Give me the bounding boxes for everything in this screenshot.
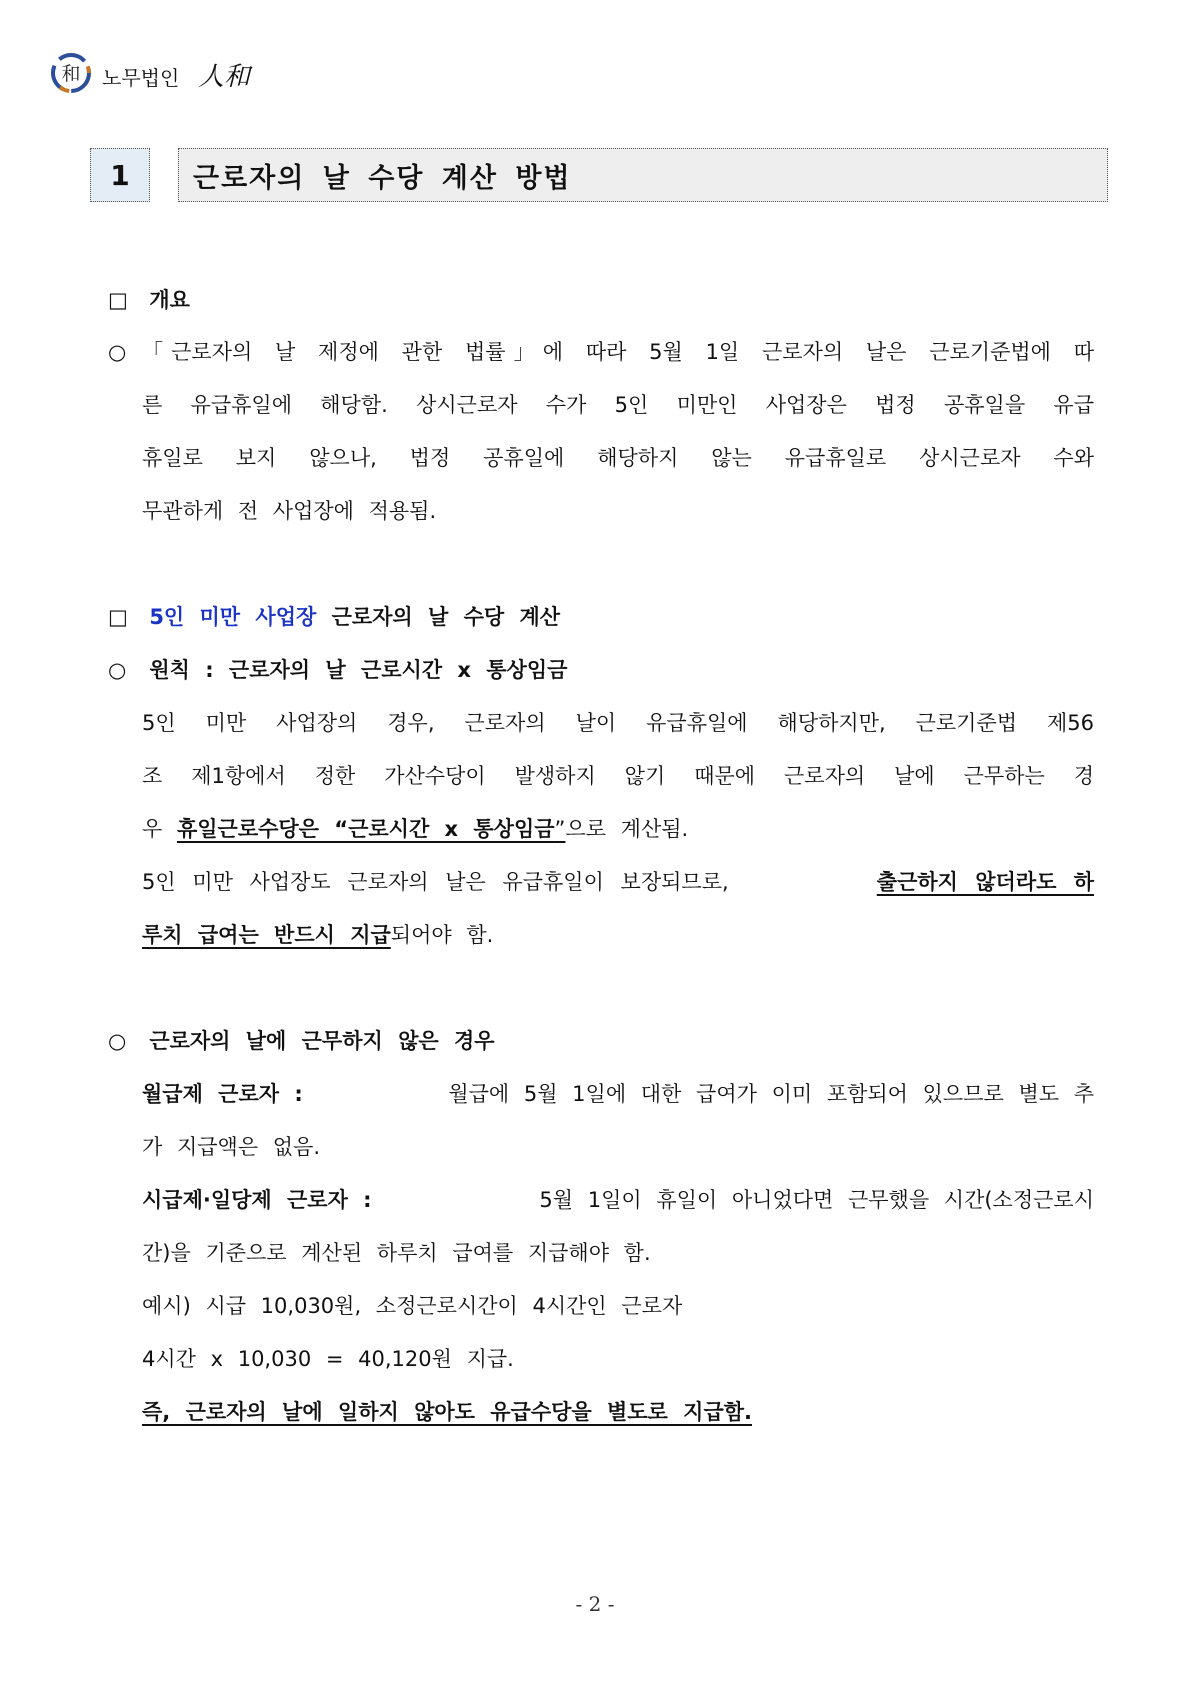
firm-logo [50, 52, 350, 98]
closing-quote: ” [554, 817, 566, 841]
under5-highlight: 5인 미만 사업장 [149, 605, 317, 629]
overview-heading [108, 286, 190, 314]
hourly-label: 시급제·일당제 근로자 : [142, 1188, 372, 1212]
principle-text: 원칙 : 근로자의 날 근로시간 x 통상임금 [149, 658, 568, 682]
hourly-line-2: 간)을 기준으로 계산된 하루치 급여를 지급해야 함. [142, 1241, 651, 1265]
text-span: 으로 계산됨. [565, 817, 689, 841]
overview-heading-text: 개요 [149, 288, 190, 312]
not-working-heading-text: 근로자의 날에 근무하지 않은 경우 [149, 1029, 495, 1053]
text-span: 우 [142, 817, 177, 841]
firm-type: 노무법인 [102, 66, 180, 90]
square-marker: □ [108, 288, 128, 312]
bold-underlined-text: 출근하지 않더라도 하 [876, 870, 1094, 894]
overview-line-2: 른 유급휴일에 해당함. 상시근로자 수가 5인 미만인 사업장은 법정 공휴일을 유급 [142, 393, 1094, 417]
square-marker: □ [108, 605, 128, 629]
principle-line [108, 656, 567, 684]
firm-name: 人和 [198, 62, 251, 92]
monthly-line-2: 가 지급액은 없음. [142, 1135, 321, 1159]
hourly-line-1 [142, 1186, 1094, 1214]
section-title: 근로자의 날 수당 계산 방법 [178, 148, 1108, 202]
text-span: 월급에 5월 1일에 대한 급여가 이미 포함되어 있으므로 별도 추 [448, 1082, 1094, 1106]
circle-marker: ○ [108, 340, 127, 364]
under5-heading [108, 603, 560, 631]
overview-line-1: 「근로자의 날 제정에 관한 법률」에 따라 5월 1일 근로자의 날은 근로기준법에 따 [142, 340, 1094, 364]
example-line-1: 예시) 시급 10,030원, 소정근로시간이 4시간인 근로자 [142, 1294, 683, 1318]
monthly-line-1 [142, 1080, 1094, 1108]
overview-line-3: 휴일로 보지 않으나, 법정 공휴일에 해당하지 않는 유급휴일로 상시근로자 수와 [142, 446, 1094, 470]
bold-underlined-text: 휴일근로수당은 “근로시간 x 통상임금 [176, 817, 555, 841]
logo-char: 和 [61, 63, 81, 85]
bold-underlined-text: 루치 급여는 반드시 지급 [142, 923, 391, 947]
circle-marker: ○ [108, 1029, 127, 1053]
text-span: 5월 1일이 휴일이 아니었다면 근무했을 시간(소정근로시 [539, 1188, 1094, 1212]
conclusion-line: 즉, 근로자의 날에 일하지 않아도 유급수당을 별도로 지급함. [142, 1400, 752, 1424]
page-number: - 2 - [575, 1592, 615, 1616]
overview-line-4: 무관하게 전 사업장에 적용됨. [142, 499, 437, 523]
section-number: 1 [90, 148, 150, 202]
under5-heading-rest: 근로자의 날 수당 계산 [316, 605, 561, 629]
under5-p1-line-2: 조 제1항에서 정한 가산수당이 발생하지 않기 때문에 근로자의 날에 근무하는 경 [142, 764, 1094, 788]
under5-p1-line-1: 5인 미만 사업장의 경우, 근로자의 날이 유급휴일에 해당하지만, 근로기준법 제56 [142, 711, 1094, 735]
circle-marker: ○ [108, 658, 127, 682]
monthly-label: 월급제 근로자 : [142, 1082, 303, 1106]
text-span: 되어야 함. [390, 923, 494, 947]
firm-logo-icon [50, 52, 92, 94]
example-line-2: 4시간 x 10,030 = 40,120원 지급. [142, 1347, 514, 1371]
text-span: 5인 미만 사업장도 근로자의 날은 유급휴일이 보장되므로, [142, 870, 729, 894]
under5-p2-line-1 [142, 868, 1094, 896]
not-working-heading [108, 1027, 495, 1055]
under5-p1-line-3 [142, 815, 688, 843]
under5-p2-line-2 [142, 921, 493, 949]
